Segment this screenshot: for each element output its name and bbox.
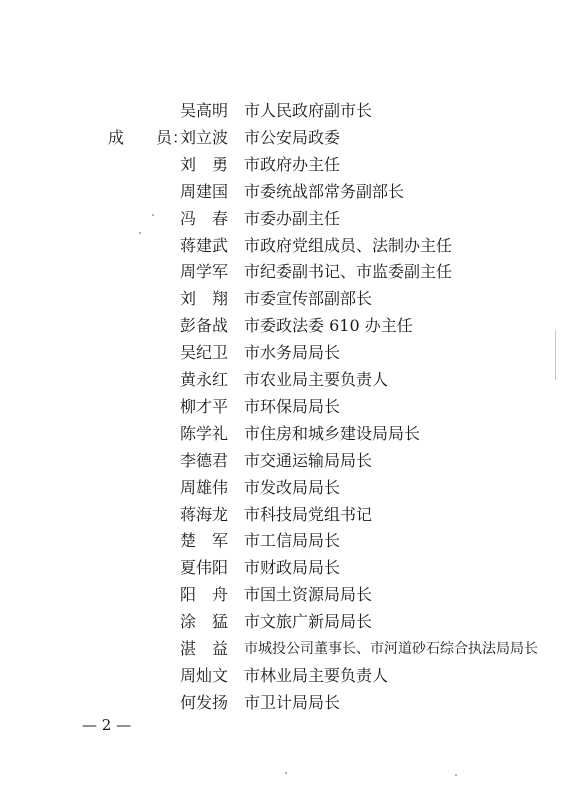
member-name: 陈学礼 [180,423,229,443]
scan-speck [152,214,154,216]
member-row [0,528,563,554]
member-title: 市委统战部常务副部长 [244,181,405,201]
member-name: 周灿文 [180,665,229,685]
member-row [0,286,563,312]
member-name: 蒋海龙 [180,504,229,524]
member-row [0,663,563,689]
member-title: 市农业局主要负责人 [244,370,389,389]
member-row [0,233,563,259]
scan-edge-line [555,330,556,380]
member-row [0,152,563,178]
member-title: 市委宣传部副部长 [244,289,373,309]
member-row [0,394,563,420]
member-title: 市卫计局局长 [244,692,341,712]
member-title: 市住房和城乡建设局局长 [244,423,421,443]
member-name: 何发扬 [180,692,229,712]
member-row [0,448,563,474]
member-row [0,421,563,447]
member-name: 吴纪卫 [180,343,229,363]
member-title: 市委办副主任 [244,208,341,228]
member-row [0,206,563,232]
member-title: 市交通运输局局长 [244,450,373,470]
member-row [0,690,563,716]
member-row [0,367,563,393]
member-title: 市纪委副书记、市监委副主任 [244,262,453,282]
member-title: 市政府党组成员、法制办主任 [244,235,453,255]
member-name: 周雄伟 [180,477,229,497]
member-name: 刘 勇 [180,154,229,174]
member-row [0,475,563,501]
member-title: 市环保局局长 [244,396,341,416]
member-name: 蒋建武 [180,235,229,255]
member-row [0,313,563,339]
member-row [0,636,563,662]
member-row [0,125,563,151]
member-name: 李德君 [180,450,229,470]
member-title: 市科技局党组书记 [244,504,373,524]
member-name: 黄永红 [180,370,229,389]
member-name: 柳才平 [180,396,229,416]
member-title: 市国土资源局局长 [244,585,373,605]
member-title: 市发改局局长 [244,477,341,497]
member-row [0,502,563,528]
member-name: 夏伟阳 [180,558,229,578]
member-row [0,179,563,205]
page-number: — 2 — [82,716,132,734]
member-title: 市财政局局长 [244,558,341,578]
member-name: 楚 军 [180,531,229,551]
member-role: 成 员： [108,127,189,147]
scan-speck [139,232,141,234]
member-row [0,98,563,124]
member-title: 市人民政府副市长 [244,101,373,120]
member-name: 刘立波 [180,127,229,147]
member-title: 市委政法委 610 办主任 [244,316,413,336]
member-name: 刘 翔 [180,289,229,309]
member-name: 湛 益 [180,639,229,658]
member-row [0,609,563,635]
scan-speck [455,774,457,776]
member-title: 市林业局主要负责人 [244,665,389,685]
member-row [0,340,563,366]
member-row [0,555,563,581]
member-title: 市公安局政委 [244,127,341,147]
member-name: 涂 猛 [180,612,229,632]
member-name: 冯 春 [180,208,229,228]
member-name: 周学军 [180,262,229,282]
scan-speck [285,772,287,774]
member-title: 市城投公司董事长、市河道砂石综合执法局局长 [244,641,538,657]
member-title: 市水务局局长 [244,343,341,363]
member-title: 市政府办主任 [244,154,341,174]
member-title: 市工信局局长 [244,531,341,551]
member-name: 阳 舟 [180,585,229,605]
member-name: 吴高明 [180,101,229,120]
member-name: 周建国 [180,181,229,201]
member-row [0,259,563,285]
member-title: 市文旅广新局局长 [244,612,373,632]
member-name: 彭备战 [180,316,229,336]
member-row [0,582,563,608]
